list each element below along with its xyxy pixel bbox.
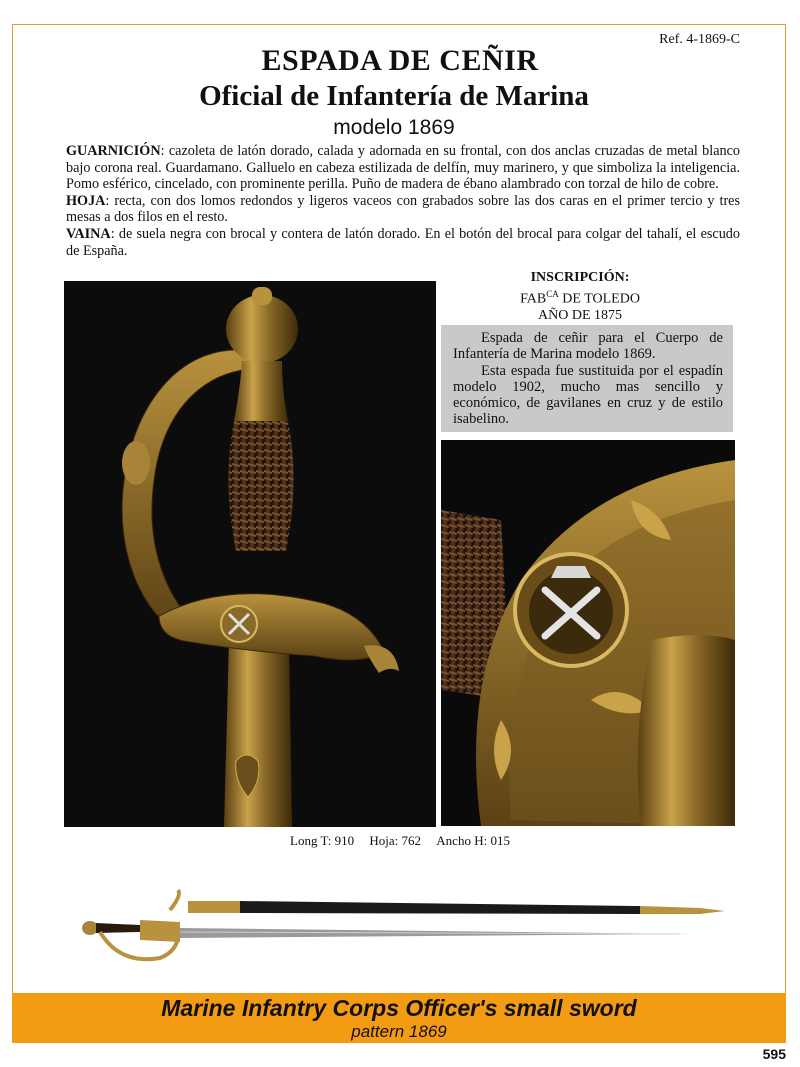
model-label: modelo 1869 — [333, 116, 455, 139]
hoja-text: : recta, con dos lomos redondos y ligeros vaceos con grabados sobre las dos caras en el primer tercio y tres mesas a dos filos en el resto. — [66, 192, 740, 226]
note-paragraph-2: Esta espada fue sustituida por el espadín modelo 1902, mucho mas sencillo y económico, de gavilanes en cruz y de estilo isabelino. — [453, 362, 723, 428]
page-title: ESPADA DE CEÑIR — [261, 44, 539, 77]
measure-length: Long T: 910 — [290, 833, 355, 848]
vaina-label: VAINA — [66, 225, 111, 242]
guard-detail-photo — [441, 440, 735, 826]
inscription-block — [440, 270, 720, 324]
hoja-paragraph — [66, 193, 740, 226]
hilt-illustration — [64, 281, 436, 827]
description-block — [66, 143, 740, 259]
page-number: 595 — [762, 1046, 786, 1062]
vaina-paragraph — [66, 226, 740, 259]
vaina-text: : de suela negra con brocal y contera de latón dorado. En el botón del brocal para colgar del tahalí, el escudo de España. — [66, 225, 740, 259]
inscription-line-1-sup: CA — [546, 289, 559, 299]
measurements — [0, 833, 800, 849]
note-paragraph-1: Espada de ceñir para el Cuerpo de Infantería de Marina modelo 1869. — [453, 330, 723, 363]
english-pattern: pattern 1869 — [351, 1022, 447, 1041]
hoja-label: HOJA — [66, 192, 106, 209]
inscription-line-1-post: DE TOLEDO — [558, 291, 640, 307]
english-title: Marine Infantry Corps Officer's small sword — [161, 995, 637, 1021]
guarnicion-label: GUARNICIÓN — [66, 143, 161, 159]
page-subtitle: Oficial de Infantería de Marina — [199, 80, 589, 112]
guarnicion-text: : cazoleta de latón dorado, calada y adornada en su frontal, con dos anclas cruzadas de metal blanco bajo corona real. Guardamano. Galluelo en cabeza estilizada de delfín, muy marinero, y que simboliza la inteligencia. Pomo esférico, cincelado, con prominente perilla. Puño de madera de ébano alambrado con torzal de hilo de cobre. — [66, 143, 740, 193]
inscription-line-1 — [440, 286, 720, 308]
hilt-photo — [64, 281, 436, 827]
inscription-line-1-pre: FAB — [520, 291, 547, 307]
reference-number: Ref. 4-1869-C — [659, 32, 740, 47]
guard-detail-illustration — [441, 440, 735, 826]
measure-blade: Hoja: 762 — [369, 833, 422, 848]
inscription-heading: INSCRIPCIÓN: — [530, 270, 630, 285]
english-title-banner — [12, 993, 786, 1043]
note-box — [441, 325, 733, 432]
guarnicion-paragraph — [66, 143, 740, 193]
full-sword-illustration — [70, 870, 740, 970]
full-sword-photo — [70, 870, 740, 970]
inscription-line-2: AÑO DE 1875 — [538, 307, 622, 323]
measure-width: Ancho H: 015 — [436, 833, 510, 848]
